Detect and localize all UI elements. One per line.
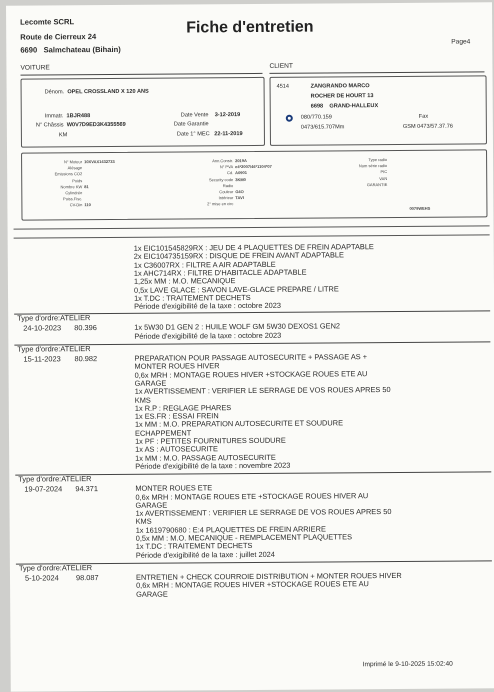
work-line: 1x PF : PETITES FOURNITURES SOUDURE <box>135 435 286 446</box>
detail-value: A0901 <box>235 170 247 176</box>
client-header-rule <box>269 71 484 74</box>
denom-value: OPEL CROSSLAND X 120 ANS <box>67 88 149 96</box>
detail-label: PIC <box>380 169 388 175</box>
immatr-label: Immatr. <box>44 113 64 120</box>
detail-value: G4O <box>235 189 244 195</box>
date-1mec-row <box>177 131 243 137</box>
company-postal-city <box>20 45 121 55</box>
client-city: GRAND-HALLEUX <box>329 103 379 110</box>
work-line: 1x 1619790680 : E:4 PLAQUETTES DE FREIN ARRIERE <box>135 524 326 535</box>
detail-label: Type radio <box>368 157 388 163</box>
chassis-row <box>36 122 126 129</box>
work-line: GARAGE <box>136 589 168 599</box>
work-line: 1x T.DC : TRAITEMENT DECHETS <box>135 541 253 552</box>
fax-label: Fax <box>418 113 429 120</box>
work-line: 1x EIC101545829RX : JEU DE 4 PLAQUETTES DE FREIN ADAPTABLE <box>133 242 374 253</box>
client-gsm: GSM 0473/57.37.76 <box>402 123 453 130</box>
work-line: 1x T.DC : TRAITEMENT DECHETS <box>134 292 251 303</box>
km-label: KM <box>58 132 68 139</box>
printed-date: Imprimé le 9-10-2025 15:02:40 <box>362 660 453 669</box>
work-line: 1x AHC714RX : FILTRE D'HABITACLE ADAPTABLE <box>133 267 307 278</box>
date-vente-value: 3-12-2019 <box>214 112 241 119</box>
work-line: KMS <box>134 395 151 405</box>
date-garantie-label: Date Garantie <box>173 121 209 128</box>
work-line: 0,6x MRH : MONTAGE ROUES HIVER +STOCKAGE ROUES ETE AU <box>136 579 369 590</box>
client-address: ROCHER DE HOURT 13 <box>310 93 374 100</box>
company-name: Lecomte SCRL <box>20 17 75 27</box>
detail-label: VAN <box>379 175 388 181</box>
order-km: 98.087 <box>75 572 99 583</box>
detail-label: N° Moteur <box>64 159 83 165</box>
company-city: Salmchateau (Bihain) <box>43 44 121 55</box>
work-line: Période d'exigibilité de la taxe : octobre 2023 <box>134 300 281 311</box>
work-line: ECHAPPEMENT <box>134 428 192 438</box>
technical-details-box <box>21 149 487 220</box>
client-section-title: CLIENT <box>269 62 293 70</box>
immatr-row <box>45 113 90 119</box>
detail-label: Puiss.Fisc. <box>62 196 83 202</box>
order-type: Type d'ordre:ATELIER <box>17 313 91 324</box>
order-km: 94.371 <box>75 484 99 494</box>
details-code: 0079WEHS <box>409 205 431 211</box>
page-title: Fiche d'entretien <box>186 18 314 37</box>
detail-label: Couleur <box>219 189 234 195</box>
order-date: 24-10-2023 <box>23 323 62 333</box>
date-vente-row <box>181 112 240 118</box>
work-line: ENTRETIEN + CHECK COURROIE DISTRIBUTION + MONTER ROUES HIVER <box>135 570 402 582</box>
work-line: 1x AS : AUTOSECURITE <box>135 444 218 455</box>
order-km: 80.982 <box>74 354 98 364</box>
detail-value: 3KM0 <box>235 176 246 182</box>
order-date: 19-07-2024 <box>24 484 63 494</box>
order-km: 80.396 <box>74 323 97 333</box>
denom-row <box>45 89 149 96</box>
company-postal: 6690 <box>20 45 38 55</box>
order-type: Type d'ordre:ATELIER <box>18 474 92 484</box>
separator-line <box>14 225 490 229</box>
work-line: PREPARATION POUR PASSAGE AUTOSECURITE + PASSAGE AS + <box>134 352 368 363</box>
work-line: GARAGE <box>134 378 167 388</box>
vehicle-section-title: VOITURE <box>20 64 50 72</box>
detail-value: 2019A <box>235 158 247 164</box>
detail-label: Poids <box>72 177 83 183</box>
detail-label: Alésage <box>67 165 83 171</box>
detail-label: 2° mise en circ <box>207 201 234 207</box>
date-vente-label: Date Vente <box>180 112 209 119</box>
detail-value: TAVI <box>235 195 244 201</box>
date-1mec-value: 22-11-2019 <box>214 131 243 138</box>
denom-label: Dénom. <box>44 89 65 96</box>
detail-label: CV-Din <box>69 202 83 208</box>
work-line: GARAGE <box>135 500 168 510</box>
immatr-value: 1BJR488 <box>66 113 91 120</box>
client-number: 4514 <box>276 83 290 90</box>
detail-label: N° PVA <box>219 164 234 170</box>
detail-label: Emissions CO2 <box>54 171 83 177</box>
work-line: 1x AVERTISSEMENT : VERIFIER LE SERRAGE DE VOS ROUES APRES 50 <box>134 385 391 396</box>
work-line: 1x MM : M.O. PASSAGE AUTOSECURITE <box>135 452 276 463</box>
order-type: Type d'ordre:ATELIER <box>18 562 93 573</box>
detail-label: Nombre KW <box>60 183 83 190</box>
detail-label: Cd. <box>226 170 234 176</box>
detail-value: 81 <box>84 183 89 189</box>
work-line: 1x C36007RX : FILTRE A AIR ADAPTABLE <box>133 259 276 270</box>
work-line: 1x MM : M.O. PREPARATION AUTOSECURITE ET SOUDURE <box>134 418 344 430</box>
chassis-label: N° Châssis <box>35 122 64 129</box>
work-line: 0,5x MM : M.O. MECANIQUE - REMPLACEMENT PLAQUETTES <box>135 532 353 543</box>
client-phone1: 080/770.159 <box>300 114 332 121</box>
location-pin-icon <box>286 115 293 122</box>
client-postal: 6698 <box>310 103 324 110</box>
work-line: MONTER ROUES HIVER <box>134 361 220 372</box>
work-line: 1x AVERTISSEMENT : VERIFIER LE SERRAGE DE VOS ROUES APRES 50 <box>135 507 392 518</box>
order-type: Type d'ordre:ATELIER <box>17 344 91 354</box>
detail-value: 10XVAX1432733 <box>84 158 115 165</box>
client-box <box>270 75 487 146</box>
detail-label: Intérieur <box>218 195 234 201</box>
detail-label: Radio <box>222 182 234 188</box>
detail-label: Security code <box>208 176 234 182</box>
work-line: Période d'exigibilité de la taxe : novembre 2023 <box>135 460 291 471</box>
work-line: 2x EIC104735159RX : DISQUE DE FREIN AVANT ADAPTABLE <box>133 250 344 262</box>
detail-label: Ann.Constr. <box>212 158 234 164</box>
order-date: 5-10-2024 <box>24 573 59 583</box>
detail-label: Num série radio <box>358 163 388 169</box>
client-phone2: 0473/615.707Mm <box>300 124 345 131</box>
detail-label: Cylindrée <box>65 190 83 196</box>
separator-line <box>14 234 490 238</box>
work-line: 0,6x MRH : MONTAGE ROUES HIVER +STOCKAGE ROUES ETE AU <box>134 368 368 380</box>
date-1mec-label: Date 1° MEC <box>176 131 210 138</box>
detail-value: e4*2007/46*1104*07 <box>235 164 272 170</box>
order-date: 15-11-2023 <box>23 354 61 364</box>
vehicle-header-rule <box>20 73 262 76</box>
document-page <box>6 2 494 691</box>
work-line: 0,6x MRH : MONTAGE ROUES ETE +STOCKAGE ROUES HIVER AU <box>135 490 369 502</box>
work-line: MONTER ROUES ETE <box>135 483 213 493</box>
detail-value: 110 <box>84 202 91 208</box>
work-line: 0,5x LAVE GLACE : SAVON LAVE-GLACE PREPARE / LITRE <box>133 283 339 295</box>
work-line: 1x R.P : REGLAGE PHARES <box>134 402 232 413</box>
company-street: Route de Cierreux 24 <box>20 32 97 42</box>
work-line: Période d'exigibilité de la taxe : juillet 2024 <box>135 549 275 560</box>
work-line: Période d'exigibilité de la taxe : octobre 2023 <box>134 330 282 341</box>
client-postal-city <box>311 103 379 109</box>
work-line: KMS <box>135 517 152 527</box>
detail-label: GARANTIE <box>366 181 388 187</box>
chassis-value: W0V7D9ED3K4355569 <box>66 121 126 129</box>
work-line: 1x ES.FR : ESSAI FREIN <box>134 411 219 421</box>
work-line: 1,25x MM : M.O. MECANIQUE <box>133 276 236 286</box>
work-line: 1x 5W30 D1 GEN 2 : HUILE WOLF GM 5W30 DEXOS1 GEN2 <box>134 321 341 333</box>
client-name: ZANGRANDO MARCO <box>310 83 370 90</box>
page-number: Page4 <box>451 38 471 46</box>
